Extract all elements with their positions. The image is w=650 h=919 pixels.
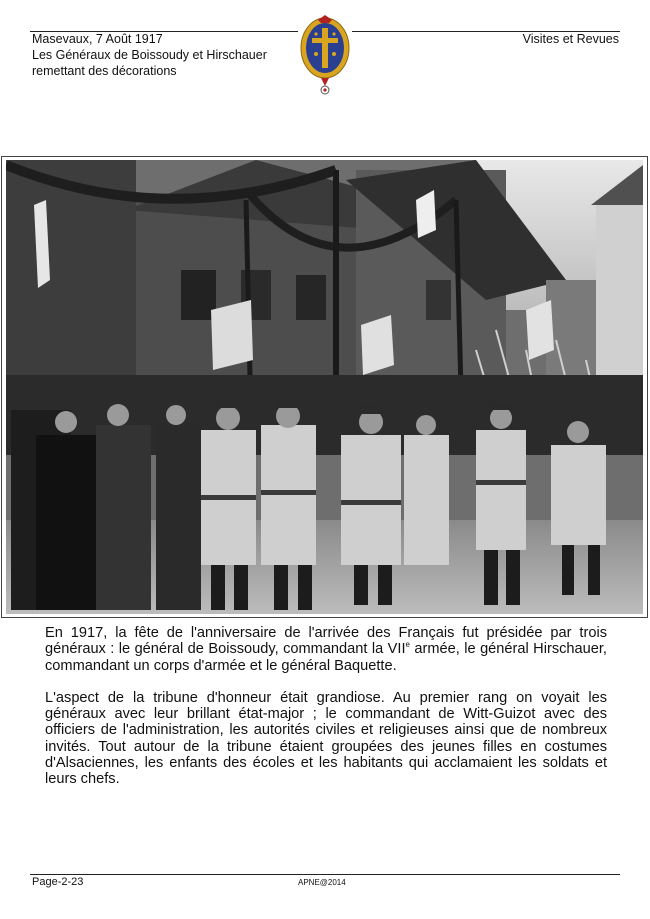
ceremony-photograph [6,160,643,614]
page-number: Page-2-23 [32,876,84,888]
article-body [45,625,607,804]
article-paragraph-2: L'aspect de la tribune d'honneur était grandiose. Au premier rang on voyait les généraux avec leur brillant état-major ; le commandant de Witt-Guizot avec des officiers de l'administration, les autorités civiles et religieuses ainsi que de nombreux invités. Tout autour de la tribune étaient groupées des jeunes filles en costumes d'Alsaciennes, les enfants des écoles et les habitants qui acclamaient les soldats et leurs chefs. [45,689,607,788]
ordinal-superscript: e [405,640,410,650]
photo-caption [32,31,267,79]
article-paragraph-1 [45,625,607,674]
caption-line-subject: Les Généraux de Boissoudy et Hirschauer [32,48,267,62]
caption-line-date: Masevaux, 7 Août 1917 [32,32,163,46]
paragraph-1-text-end: armée, le général Hirschauer, commandant un corps d'armée et le général Baquette. [45,641,607,674]
paragraph-1-text-start: En 1917, la fête de l'anniversaire de l'arrivée des Français fut présidée par trois généraux : le général de Boissoudy, commandant la VII [45,625,607,658]
photo-frame [1,156,648,618]
caption-line-action: remettant des décorations [32,64,177,78]
footer-credit: APNE@2014 [298,878,346,887]
footer-rule [30,874,620,875]
section-title: Visites et Revues [522,32,619,46]
coat-of-arms-icon [298,14,352,98]
